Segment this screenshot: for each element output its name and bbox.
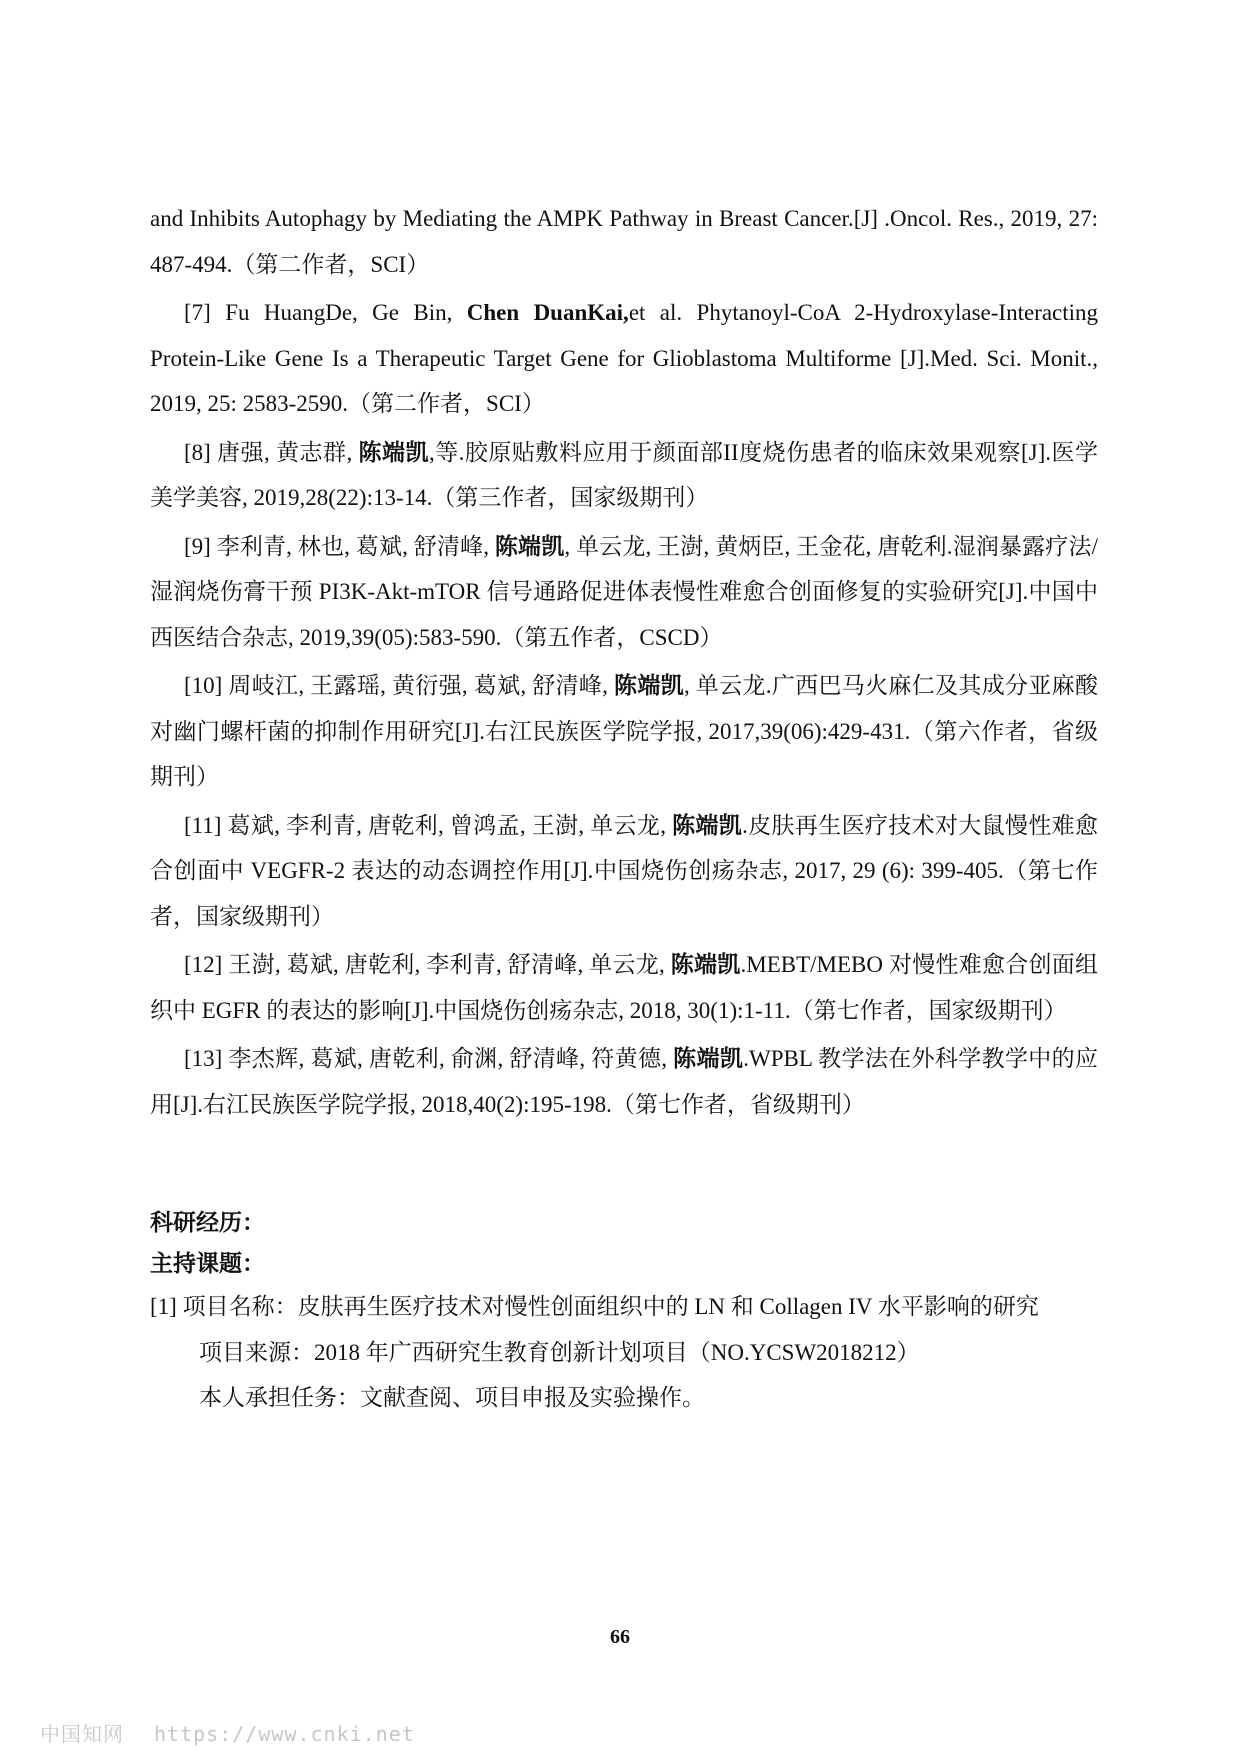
reference-text: [11] 葛斌, 李利青, 唐乾利, 曾鸿孟, 王澍, 单云龙, xyxy=(184,812,673,838)
section-gap xyxy=(150,1130,1098,1202)
reference-text-rest: , 单云龙, 王澍, 黄炳臣, 王金花, 唐乾利.湿润暴露疗法/湿润烧伤膏干预 PI3K-Akt-mTOR 信号通路促进体表慢性难愈合创面修复的实验研究[J].中国中西医结合杂志, 2019,39(05):583-590.（第五作者，CSCD） xyxy=(150,533,1099,650)
reference-list xyxy=(150,196,1098,1127)
reference-author-highlight: 陈端凯 xyxy=(672,812,743,838)
project-source: 项目来源：2018 年广西研究生教育创新计划项目（NO.YCSW2018212） xyxy=(199,1339,920,1365)
subsection-title-projects: 主持课题： xyxy=(150,1251,265,1276)
page-number: 66 xyxy=(610,1626,630,1648)
reference-text-rest: et al. Phytanoyl-CoA 2-Hydroxylase-Interacting Protein-Like Gene Is a Therapeutic Target Gene for Glioblastoma Multiforme [J].Med. Sci. Monit., 2019, 25: 2583-2590.（第二作者，SCI） xyxy=(150,300,1099,416)
section-title-research: 科研经历： xyxy=(150,1210,265,1235)
reference-text: [7] Fu HuangDe, Ge Bin, xyxy=(184,300,467,325)
reference-text-rest: .WPBL 教学法在外科学教学中的应用[J].右江民族医学院学报, 2018,40(2):195-198.（第七作者，省级期刊） xyxy=(150,1046,1098,1117)
reference-text: [8] 唐强, 黄志群, xyxy=(184,439,359,465)
reference-item xyxy=(150,942,1098,1033)
reference-item xyxy=(150,663,1098,800)
reference-author-highlight: Chen DuanKai, xyxy=(466,300,629,325)
reference-text: [13] 李杰辉, 葛斌, 唐乾利, 俞渊, 舒清峰, 符黄德, xyxy=(184,1046,674,1071)
reference-text: [9] 李利青, 林也, 葛斌, 舒清峰, xyxy=(184,533,495,559)
reference-text: [12] 王澍, 葛斌, 唐乾利, 李利青, 舒清峰, 单云龙, xyxy=(184,952,671,977)
reference-text-rest: .MEBT/MEBO 对慢性难愈合创面组织中 EGFR 的表达的影响[J].中国烧伤创疡杂志, 2018, 30(1):1-11.（第七作者，国家级期刊） xyxy=(150,952,1098,1023)
reference-text: [10] 周岐江, 王露瑶, 黄衍强, 葛斌, 舒清峰, xyxy=(184,673,614,698)
reference-text: and Inhibits Autophagy by Mediating the AMPK Pathway in Breast Cancer.[J] .Oncol. Res., 2019, 27: 487-494.（第二作者，SCI） xyxy=(150,206,1098,277)
reference-item xyxy=(150,290,1098,427)
reference-author-highlight: 陈端凯 xyxy=(670,952,741,977)
reference-author-highlight: 陈端凯 xyxy=(614,673,684,698)
reference-item xyxy=(150,430,1098,521)
reference-text-rest: .皮肤再生医疗技术对大鼠慢性难愈合创面中 VEGFR-2 表达的动态调控作用[J].中国烧伤创疡杂志, 2017, 29 (6): 399-405.（第七作者，国家级期刊） xyxy=(150,812,1099,929)
reference-author-highlight: 陈端凯 xyxy=(673,1046,744,1071)
reference-item xyxy=(150,524,1098,661)
reference-text-rest: , 单云龙.广西巴马火麻仁及其成分亚麻酸对幽门螺杆菌的抑制作用研究[J].右江民族医学院学报, 2017,39(06):429-431.（第六作者，省级期刊） xyxy=(150,673,1099,789)
page-content xyxy=(150,196,1098,1421)
project-name: [1] 项目名称：皮肤再生医疗技术对慢性创面组织中的 LN 和 Collagen IV 水平影响的研究 xyxy=(150,1294,1039,1319)
reference-item xyxy=(150,1036,1098,1127)
project-task: 本人承担任务：文献查阅、项目申报及实验操作。 xyxy=(199,1385,705,1410)
watermark-footer xyxy=(40,1718,445,1747)
reference-author-highlight: 陈端凯 xyxy=(494,533,565,559)
reference-item xyxy=(150,803,1098,940)
reference-text-rest: ,等.胶原贴敷料应用于颜面部II度烧伤患者的临床效果观察[J].医学美学美容, 2019,28(22):13-14.（第三作者，国家级期刊） xyxy=(150,439,1098,510)
reference-item xyxy=(150,196,1098,287)
watermark-site-name: 中国知网 xyxy=(40,1722,124,1746)
watermark-site-url: https://www.cnki.net xyxy=(154,1722,415,1746)
reference-author-highlight: 陈端凯 xyxy=(358,439,429,465)
